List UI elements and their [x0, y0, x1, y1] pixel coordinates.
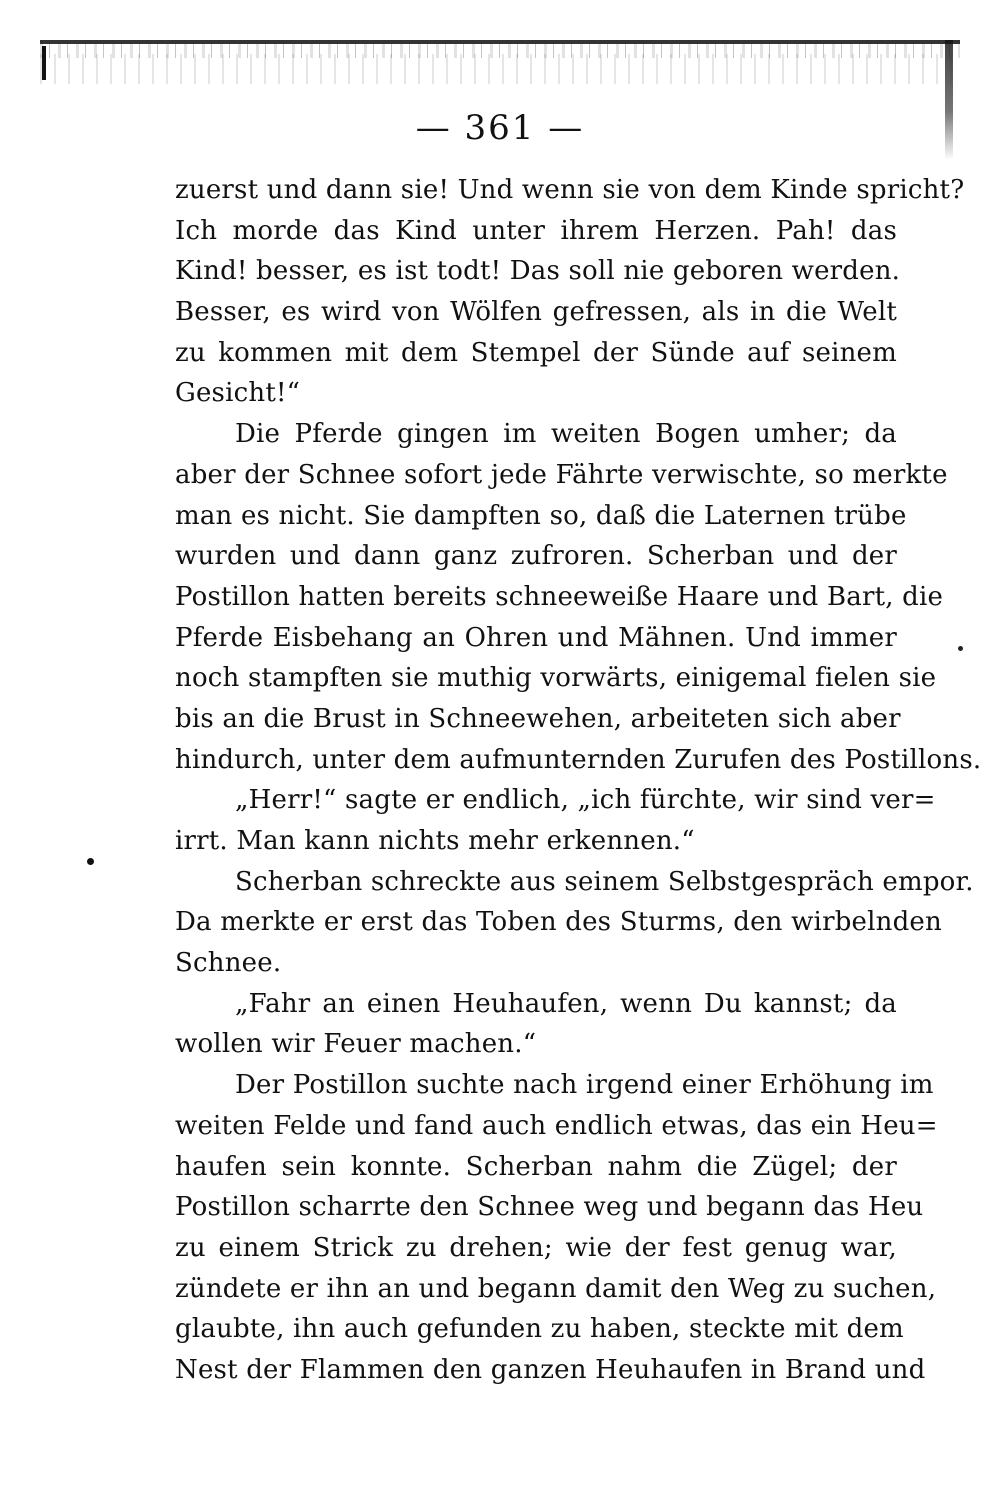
text-line: Pferde Eisbehang an Ohren und Mähnen. Und immer	[175, 622, 897, 653]
text-line: noch stampften sie muthig vorwärts, einigemal fielen sie	[175, 663, 937, 694]
text-line: weiten Felde und fand auch endlich etwas, das ein Heu=	[175, 1110, 938, 1141]
scan-top-shadow	[40, 54, 960, 84]
text-line: Gesicht!“	[175, 378, 301, 409]
text-line: Nest der Flammen den ganzen Heuhaufen in Brand und	[175, 1354, 926, 1385]
text-line: bis an die Brust in Schneewehen, arbeiteten sich aber	[175, 703, 901, 734]
text-line: zuerst und dann sie! Und wenn sie von dem Kinde spricht?	[175, 175, 965, 205]
text-line: glaubte, ihn auch gefunden zu haben, steckte mit dem	[175, 1314, 904, 1345]
text-line: zu kommen mit dem Stempel der Sünde auf seinem	[175, 337, 897, 368]
text-line: „Fahr an einen Heuhaufen, wenn Du kannst; da	[235, 988, 897, 1019]
text-line: Postillon scharrte den Schnee weg und begann das Heu	[175, 1192, 924, 1223]
text-line: haufen sein konnte. Scherban nahm die Zügel; der	[175, 1151, 897, 1182]
ink-speck	[87, 858, 94, 865]
text-line: irrt. Man kann nichts mehr erkennen.“	[175, 826, 695, 856]
text-line: Scherban schreckte aus seinem Selbstgespräch empor.	[235, 866, 974, 897]
text-line: Schnee.	[175, 948, 282, 979]
text-line: Der Postillon suchte nach irgend einer Erhöhung im	[235, 1070, 934, 1101]
text-line: Da merkte er erst das Toben des Sturms, den wirbelnden	[175, 907, 942, 938]
ink-speck	[958, 646, 963, 651]
page-number: — 361 —	[415, 108, 585, 148]
text-line: zu einem Strick zu drehen; wie der fest genug war,	[175, 1232, 897, 1263]
text-line: Ich morde das Kind unter ihrem Herzen. Pah! das	[175, 215, 897, 246]
text-line: Besser, es wird von Wölfen gefressen, als in die Welt	[175, 297, 897, 328]
scan-left-edge	[42, 46, 46, 80]
text-line: Die Pferde gingen im weiten Bogen umher; da	[235, 419, 897, 450]
text-line: hindurch, unter dem aufmunternden Zurufen des Postillons.	[175, 744, 982, 775]
text-line: wollen wir Feuer machen.“	[175, 1029, 537, 1060]
text-line: man es nicht. Sie dampften so, daß die Laternen trübe	[175, 500, 907, 531]
body-text	[175, 170, 982, 1391]
text-line: Postillon hatten bereits schneeweiße Haare und Bart, die	[175, 581, 944, 612]
text-line: aber der Schnee sofort jede Fährte verwischte, so merkte	[175, 459, 948, 490]
text-line: „Herr!“ sagte er endlich, „ich fürchte, wir sind ver=	[235, 785, 936, 816]
text-line: Kind! besser, es ist todt! Das soll nie geboren werden.	[175, 256, 901, 287]
text-line: zündete er ihn an und begann damit den Weg zu suchen,	[175, 1273, 937, 1304]
text-line: wurden und dann ganz zufroren. Scherban und der	[175, 541, 897, 572]
